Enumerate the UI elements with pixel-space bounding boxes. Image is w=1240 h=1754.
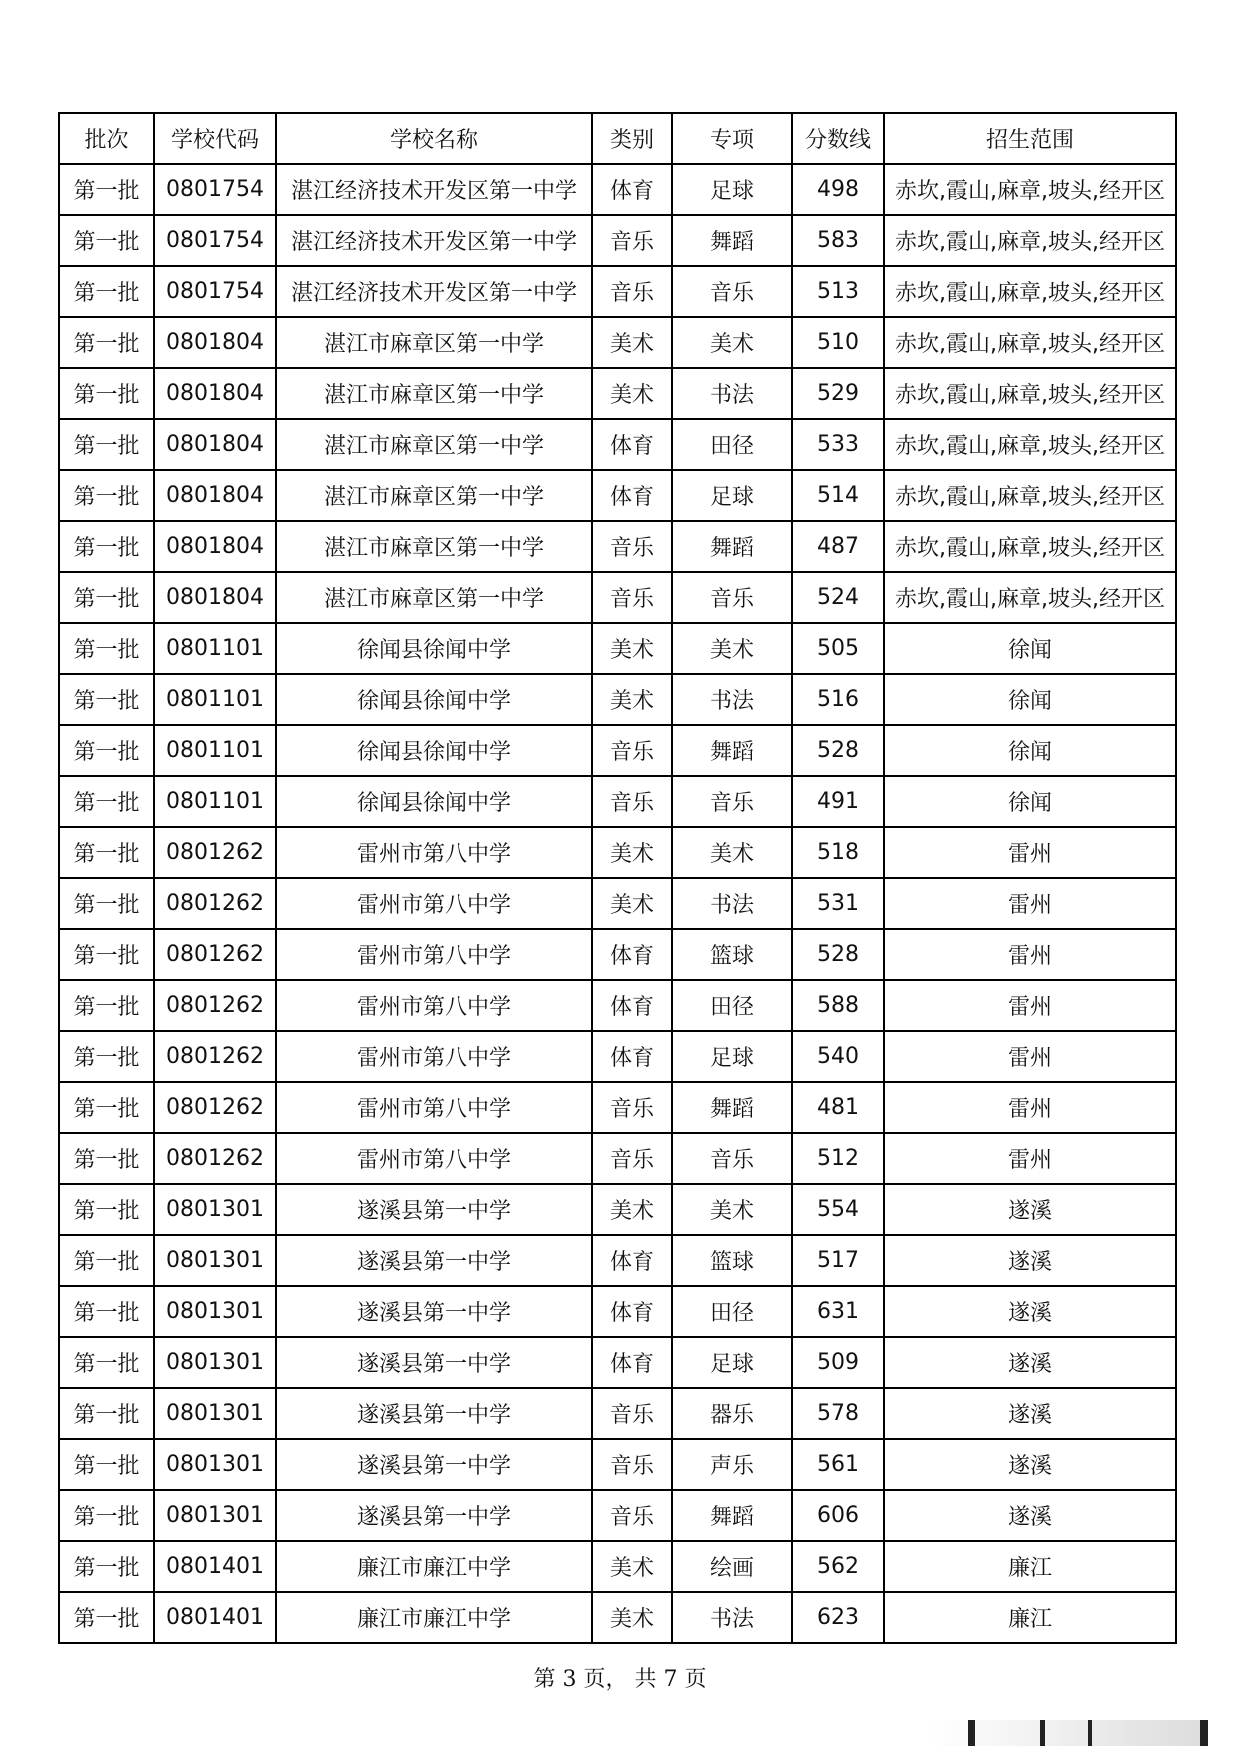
header-category: 类别 <box>592 113 672 164</box>
table-row <box>59 1490 1176 1541</box>
cell-school-name: 徐闻县徐闻中学 <box>276 725 592 776</box>
header-specialty: 专项 <box>672 113 792 164</box>
table-row <box>59 1439 1176 1490</box>
cell-score-line: 533 <box>792 419 884 470</box>
table-row <box>59 1235 1176 1286</box>
table-row <box>59 368 1176 419</box>
cell-school-code: 0801101 <box>154 776 276 827</box>
cell-score-line: 540 <box>792 1031 884 1082</box>
cell-specialty: 足球 <box>672 470 792 521</box>
cell-specialty: 美术 <box>672 1184 792 1235</box>
cell-score-line: 529 <box>792 368 884 419</box>
cell-school-code: 0801301 <box>154 1439 276 1490</box>
table-row <box>59 1286 1176 1337</box>
cell-category: 美术 <box>592 1541 672 1592</box>
cell-school-code: 0801262 <box>154 1133 276 1184</box>
cell-enrollment-area: 雷州 <box>884 1082 1176 1133</box>
cell-score-line: 528 <box>792 725 884 776</box>
cell-score-line: 509 <box>792 1337 884 1388</box>
cell-school-code: 0801804 <box>154 470 276 521</box>
cell-batch: 第一批 <box>59 368 154 419</box>
cell-specialty: 舞蹈 <box>672 1082 792 1133</box>
table-row <box>59 623 1176 674</box>
cell-batch: 第一批 <box>59 1592 154 1643</box>
cell-school-name: 廉江市廉江中学 <box>276 1592 592 1643</box>
cell-school-name: 湛江经济技术开发区第一中学 <box>276 215 592 266</box>
cell-batch: 第一批 <box>59 470 154 521</box>
cell-category: 体育 <box>592 929 672 980</box>
cell-enrollment-area: 赤坎,霞山,麻章,坡头,经开区 <box>884 215 1176 266</box>
table-row <box>59 266 1176 317</box>
cell-specialty: 舞蹈 <box>672 521 792 572</box>
cell-school-code: 0801301 <box>154 1286 276 1337</box>
cell-enrollment-area: 雷州 <box>884 980 1176 1031</box>
cell-school-code: 0801101 <box>154 623 276 674</box>
cell-score-line: 524 <box>792 572 884 623</box>
cell-specialty: 田径 <box>672 1286 792 1337</box>
cell-school-code: 0801262 <box>154 929 276 980</box>
cell-category: 体育 <box>592 1337 672 1388</box>
cell-enrollment-area: 赤坎,霞山,麻章,坡头,经开区 <box>884 317 1176 368</box>
cell-score-line: 631 <box>792 1286 884 1337</box>
cell-category: 音乐 <box>592 1490 672 1541</box>
cell-specialty: 书法 <box>672 878 792 929</box>
cell-specialty: 美术 <box>672 827 792 878</box>
cell-enrollment-area: 赤坎,霞山,麻章,坡头,经开区 <box>884 470 1176 521</box>
cell-batch: 第一批 <box>59 317 154 368</box>
cell-enrollment-area: 遂溪 <box>884 1490 1176 1541</box>
cell-batch: 第一批 <box>59 1133 154 1184</box>
table-row <box>59 1541 1176 1592</box>
cell-school-code: 0801101 <box>154 725 276 776</box>
cell-score-line: 491 <box>792 776 884 827</box>
cell-specialty: 绘画 <box>672 1541 792 1592</box>
cell-school-code: 0801804 <box>154 419 276 470</box>
cell-score-line: 583 <box>792 215 884 266</box>
cell-enrollment-area: 遂溪 <box>884 1184 1176 1235</box>
cell-enrollment-area: 雷州 <box>884 929 1176 980</box>
cell-category: 音乐 <box>592 776 672 827</box>
cell-school-name: 遂溪县第一中学 <box>276 1439 592 1490</box>
cell-school-code: 0801754 <box>154 164 276 215</box>
table-row <box>59 725 1176 776</box>
cell-school-name: 徐闻县徐闻中学 <box>276 674 592 725</box>
cell-enrollment-area: 赤坎,霞山,麻章,坡头,经开区 <box>884 266 1176 317</box>
cell-specialty: 足球 <box>672 164 792 215</box>
cell-enrollment-area: 徐闻 <box>884 674 1176 725</box>
cell-category: 美术 <box>592 878 672 929</box>
cell-category: 体育 <box>592 470 672 521</box>
cell-specialty: 足球 <box>672 1031 792 1082</box>
cell-school-name: 遂溪县第一中学 <box>276 1235 592 1286</box>
cell-batch: 第一批 <box>59 1337 154 1388</box>
cell-specialty: 器乐 <box>672 1388 792 1439</box>
cell-school-code: 0801301 <box>154 1235 276 1286</box>
cell-enrollment-area: 雷州 <box>884 1133 1176 1184</box>
cell-enrollment-area: 遂溪 <box>884 1388 1176 1439</box>
cell-school-name: 湛江市麻章区第一中学 <box>276 419 592 470</box>
cell-category: 美术 <box>592 368 672 419</box>
cell-school-name: 湛江市麻章区第一中学 <box>276 470 592 521</box>
cell-score-line: 510 <box>792 317 884 368</box>
cell-score-line: 505 <box>792 623 884 674</box>
cell-school-name: 雷州市第八中学 <box>276 1082 592 1133</box>
cell-specialty: 篮球 <box>672 929 792 980</box>
cell-school-code: 0801262 <box>154 1082 276 1133</box>
cell-batch: 第一批 <box>59 164 154 215</box>
cell-specialty: 音乐 <box>672 776 792 827</box>
cell-specialty: 篮球 <box>672 1235 792 1286</box>
cell-score-line: 531 <box>792 878 884 929</box>
cell-specialty: 书法 <box>672 368 792 419</box>
cell-school-name: 湛江市麻章区第一中学 <box>276 368 592 419</box>
cell-batch: 第一批 <box>59 725 154 776</box>
cell-school-code: 0801262 <box>154 980 276 1031</box>
cell-school-code: 0801301 <box>154 1184 276 1235</box>
table-row <box>59 878 1176 929</box>
table-row <box>59 521 1176 572</box>
cell-score-line: 562 <box>792 1541 884 1592</box>
header-batch: 批次 <box>59 113 154 164</box>
cell-enrollment-area: 遂溪 <box>884 1286 1176 1337</box>
cell-school-code: 0801401 <box>154 1541 276 1592</box>
cell-category: 音乐 <box>592 572 672 623</box>
cell-school-name: 湛江经济技术开发区第一中学 <box>276 266 592 317</box>
cell-batch: 第一批 <box>59 827 154 878</box>
cell-category: 音乐 <box>592 1439 672 1490</box>
cell-school-code: 0801262 <box>154 1031 276 1082</box>
cell-score-line: 588 <box>792 980 884 1031</box>
cell-batch: 第一批 <box>59 1541 154 1592</box>
cell-school-name: 湛江市麻章区第一中学 <box>276 317 592 368</box>
cell-school-code: 0801101 <box>154 674 276 725</box>
cell-school-name: 雷州市第八中学 <box>276 878 592 929</box>
cell-category: 体育 <box>592 1031 672 1082</box>
cell-batch: 第一批 <box>59 1082 154 1133</box>
cell-school-code: 0801804 <box>154 317 276 368</box>
cell-school-name: 徐闻县徐闻中学 <box>276 776 592 827</box>
cell-score-line: 606 <box>792 1490 884 1541</box>
table-row <box>59 1388 1176 1439</box>
table-row <box>59 317 1176 368</box>
cell-school-code: 0801301 <box>154 1388 276 1439</box>
cell-batch: 第一批 <box>59 1184 154 1235</box>
cell-school-name: 雷州市第八中学 <box>276 1031 592 1082</box>
cell-school-name: 遂溪县第一中学 <box>276 1337 592 1388</box>
cell-category: 体育 <box>592 980 672 1031</box>
cell-enrollment-area: 遂溪 <box>884 1337 1176 1388</box>
admission-score-table <box>58 112 1177 1644</box>
cell-enrollment-area: 遂溪 <box>884 1439 1176 1490</box>
cell-specialty: 书法 <box>672 674 792 725</box>
table-row <box>59 215 1176 266</box>
cell-school-name: 湛江市麻章区第一中学 <box>276 521 592 572</box>
cell-batch: 第一批 <box>59 521 154 572</box>
cell-score-line: 487 <box>792 521 884 572</box>
cell-category: 音乐 <box>592 1133 672 1184</box>
cell-specialty: 田径 <box>672 980 792 1031</box>
watermark-mark <box>928 1720 1208 1746</box>
cell-specialty: 足球 <box>672 1337 792 1388</box>
cell-category: 音乐 <box>592 1388 672 1439</box>
cell-category: 体育 <box>592 419 672 470</box>
cell-school-code: 0801754 <box>154 266 276 317</box>
cell-school-name: 湛江经济技术开发区第一中学 <box>276 164 592 215</box>
cell-enrollment-area: 雷州 <box>884 1031 1176 1082</box>
cell-batch: 第一批 <box>59 1286 154 1337</box>
cell-batch: 第一批 <box>59 215 154 266</box>
cell-score-line: 512 <box>792 1133 884 1184</box>
cell-enrollment-area: 廉江 <box>884 1541 1176 1592</box>
cell-category: 体育 <box>592 1235 672 1286</box>
cell-batch: 第一批 <box>59 980 154 1031</box>
cell-school-name: 遂溪县第一中学 <box>276 1490 592 1541</box>
cell-batch: 第一批 <box>59 419 154 470</box>
cell-category: 音乐 <box>592 725 672 776</box>
cell-specialty: 声乐 <box>672 1439 792 1490</box>
cell-specialty: 音乐 <box>672 266 792 317</box>
cell-enrollment-area: 廉江 <box>884 1592 1176 1643</box>
cell-enrollment-area: 赤坎,霞山,麻章,坡头,经开区 <box>884 521 1176 572</box>
cell-score-line: 528 <box>792 929 884 980</box>
cell-specialty: 音乐 <box>672 572 792 623</box>
cell-batch: 第一批 <box>59 1388 154 1439</box>
cell-batch: 第一批 <box>59 1490 154 1541</box>
cell-batch: 第一批 <box>59 1031 154 1082</box>
cell-score-line: 516 <box>792 674 884 725</box>
cell-school-name: 雷州市第八中学 <box>276 980 592 1031</box>
header-enrollment-area: 招生范围 <box>884 113 1176 164</box>
cell-school-name: 廉江市廉江中学 <box>276 1541 592 1592</box>
cell-school-code: 0801301 <box>154 1337 276 1388</box>
cell-school-code: 0801804 <box>154 368 276 419</box>
cell-score-line: 561 <box>792 1439 884 1490</box>
cell-score-line: 498 <box>792 164 884 215</box>
cell-batch: 第一批 <box>59 1439 154 1490</box>
cell-enrollment-area: 赤坎,霞山,麻章,坡头,经开区 <box>884 164 1176 215</box>
cell-score-line: 513 <box>792 266 884 317</box>
cell-school-code: 0801754 <box>154 215 276 266</box>
cell-score-line: 623 <box>792 1592 884 1643</box>
cell-specialty: 书法 <box>672 1592 792 1643</box>
cell-category: 音乐 <box>592 1082 672 1133</box>
table-header-row <box>59 113 1176 164</box>
cell-category: 美术 <box>592 674 672 725</box>
cell-score-line: 554 <box>792 1184 884 1235</box>
cell-school-name: 雷州市第八中学 <box>276 827 592 878</box>
cell-school-code: 0801804 <box>154 572 276 623</box>
cell-score-line: 517 <box>792 1235 884 1286</box>
cell-category: 音乐 <box>592 266 672 317</box>
cell-school-name: 雷州市第八中学 <box>276 929 592 980</box>
cell-school-name: 遂溪县第一中学 <box>276 1388 592 1439</box>
cell-batch: 第一批 <box>59 929 154 980</box>
cell-batch: 第一批 <box>59 878 154 929</box>
cell-batch: 第一批 <box>59 572 154 623</box>
cell-specialty: 音乐 <box>672 1133 792 1184</box>
cell-category: 美术 <box>592 623 672 674</box>
header-school-code: 学校代码 <box>154 113 276 164</box>
table-row <box>59 674 1176 725</box>
cell-category: 体育 <box>592 164 672 215</box>
cell-batch: 第一批 <box>59 776 154 827</box>
cell-batch: 第一批 <box>59 1235 154 1286</box>
cell-enrollment-area: 赤坎,霞山,麻章,坡头,经开区 <box>884 368 1176 419</box>
cell-specialty: 舞蹈 <box>672 215 792 266</box>
cell-category: 音乐 <box>592 521 672 572</box>
cell-school-name: 湛江市麻章区第一中学 <box>276 572 592 623</box>
cell-enrollment-area: 赤坎,霞山,麻章,坡头,经开区 <box>884 572 1176 623</box>
cell-category: 体育 <box>592 1286 672 1337</box>
table-row <box>59 470 1176 521</box>
cell-specialty: 美术 <box>672 623 792 674</box>
cell-enrollment-area: 雷州 <box>884 827 1176 878</box>
cell-school-code: 0801401 <box>154 1592 276 1643</box>
cell-enrollment-area: 赤坎,霞山,麻章,坡头,经开区 <box>884 419 1176 470</box>
cell-score-line: 514 <box>792 470 884 521</box>
header-school-name: 学校名称 <box>276 113 592 164</box>
cell-batch: 第一批 <box>59 674 154 725</box>
cell-specialty: 舞蹈 <box>672 1490 792 1541</box>
table-row <box>59 827 1176 878</box>
cell-school-code: 0801804 <box>154 521 276 572</box>
cell-school-name: 徐闻县徐闻中学 <box>276 623 592 674</box>
table-row <box>59 572 1176 623</box>
cell-enrollment-area: 徐闻 <box>884 623 1176 674</box>
page-number: 第 3 页， 共 7 页 <box>533 1667 707 1692</box>
cell-school-code: 0801262 <box>154 827 276 878</box>
cell-enrollment-area: 徐闻 <box>884 776 1176 827</box>
table-row <box>59 929 1176 980</box>
cell-category: 美术 <box>592 827 672 878</box>
cell-specialty: 舞蹈 <box>672 725 792 776</box>
cell-category: 美术 <box>592 317 672 368</box>
table-row <box>59 1082 1176 1133</box>
table-row <box>59 1031 1176 1082</box>
table-row <box>59 1184 1176 1235</box>
cell-school-name: 遂溪县第一中学 <box>276 1286 592 1337</box>
cell-school-name: 雷州市第八中学 <box>276 1133 592 1184</box>
cell-score-line: 578 <box>792 1388 884 1439</box>
table-row <box>59 776 1176 827</box>
cell-specialty: 美术 <box>672 317 792 368</box>
cell-batch: 第一批 <box>59 266 154 317</box>
cell-score-line: 518 <box>792 827 884 878</box>
cell-specialty: 田径 <box>672 419 792 470</box>
table-row <box>59 164 1176 215</box>
cell-school-code: 0801301 <box>154 1490 276 1541</box>
table-body <box>59 164 1176 1643</box>
cell-enrollment-area: 雷州 <box>884 878 1176 929</box>
table-row <box>59 1133 1176 1184</box>
table-row <box>59 419 1176 470</box>
table-row <box>59 1337 1176 1388</box>
table-row <box>59 980 1176 1031</box>
cell-category: 音乐 <box>592 215 672 266</box>
header-score-line: 分数线 <box>792 113 884 164</box>
cell-category: 美术 <box>592 1184 672 1235</box>
cell-school-name: 遂溪县第一中学 <box>276 1184 592 1235</box>
cell-school-code: 0801262 <box>154 878 276 929</box>
cell-score-line: 481 <box>792 1082 884 1133</box>
cell-batch: 第一批 <box>59 623 154 674</box>
cell-category: 美术 <box>592 1592 672 1643</box>
cell-enrollment-area: 徐闻 <box>884 725 1176 776</box>
cell-enrollment-area: 遂溪 <box>884 1235 1176 1286</box>
table-row <box>59 1592 1176 1643</box>
